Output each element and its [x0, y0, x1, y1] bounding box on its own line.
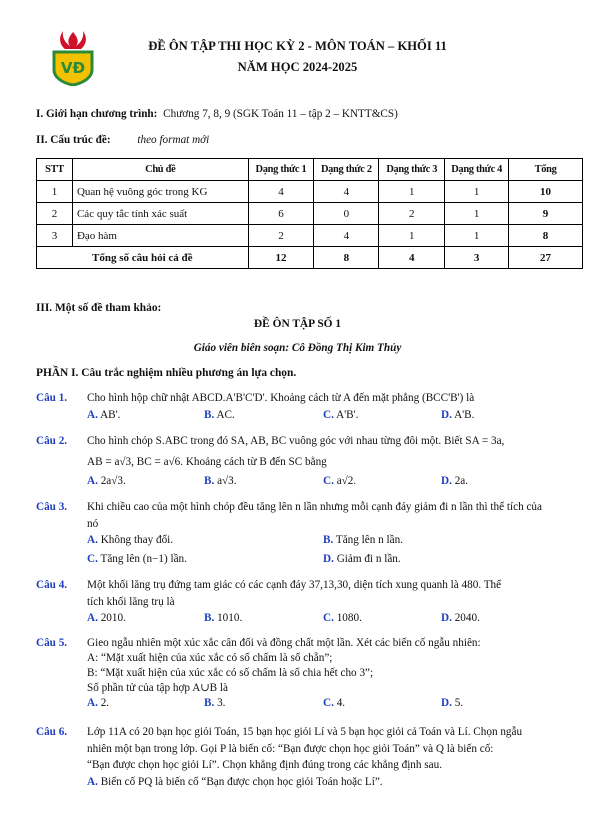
option-a[interactable]: A. Biến cố PQ là biến cố “Bạn được chọn học giỏi Toán hoặc Lí”.	[87, 775, 383, 788]
th-topic: Chủ đề	[72, 159, 248, 181]
option-c[interactable]: C. 4.	[323, 697, 346, 709]
school-logo	[48, 28, 98, 86]
question-text-4: Số phần tử của tập hợp A∪B là	[87, 682, 228, 694]
question-text: Gieo ngẫu nhiên một xúc xắc cân đối và đồng chất một lần. Xét các biến cố ngẫu nhiên:	[87, 637, 481, 649]
question-text-2: nó	[87, 517, 99, 530]
question-label: Câu 6.	[36, 726, 68, 738]
option-c[interactable]: C. a√2.	[323, 475, 357, 487]
question-4	[36, 577, 588, 627]
cell: 6	[248, 203, 314, 225]
question-label: Câu 3.	[36, 501, 68, 513]
cell: Đạo hàm	[72, 225, 248, 247]
question-text: Khi chiều cao của một hình chóp đều tăng lên n lần nhưng mỗi cạnh đáy giảm đi n lần thì thể tích của	[87, 501, 542, 513]
structure-table	[36, 158, 583, 269]
question-label: Câu 4.	[36, 579, 68, 591]
cell: 1	[379, 181, 445, 203]
cell: Các quy tắc tính xác suất	[72, 203, 248, 225]
cell: 4	[314, 181, 379, 203]
cell: 1	[445, 181, 509, 203]
cell: 9	[509, 203, 583, 225]
cell: 1	[445, 225, 509, 247]
cell: 8	[314, 247, 379, 269]
logo-text: VĐ	[60, 59, 86, 77]
cell: 12	[248, 247, 314, 269]
exam-author: Giáo viên biên soạn: Cô Đồng Thị Kim Thủy	[193, 342, 402, 354]
question-text-3: “Bạn được chọn học giỏi Lí”. Chọn khẳng định đúng trong các khẳng định sau.	[87, 759, 442, 771]
cell: 4	[248, 181, 314, 203]
cell: 1	[379, 225, 445, 247]
section-3-label: III. Một số đề tham khảo:	[36, 302, 162, 314]
total-label: Tổng số câu hỏi cả đề	[37, 247, 249, 269]
option-a[interactable]: A. 2a√3.	[87, 475, 126, 487]
question-text-2: nhiên một bạn trong lớp. Gọi P là biến cố: “Bạn được chọn học giỏi Toán” và Q là biến cố:	[87, 742, 494, 755]
doc-title: ĐỀ ÔN TẬP THI HỌC KỲ 2 - MÔN TOÁN – KHỐI 11	[148, 39, 447, 53]
section-2-label: II. Cấu trúc đề:	[36, 134, 111, 146]
question-6	[36, 724, 588, 790]
cell: 2	[379, 203, 445, 225]
doc-subtitle: NĂM HỌC 2024-2025	[237, 60, 358, 74]
th-form-2: Dạng thức 2	[314, 159, 379, 181]
question-text-2: AB = a√3, BC = a√6. Khoảng cách từ B đến SC bằng	[87, 455, 327, 468]
section-2-text: theo format mới	[137, 134, 210, 146]
section-1	[36, 108, 398, 120]
cell: 0	[314, 203, 379, 225]
question-label: Câu 2.	[36, 435, 68, 447]
cell: 3	[37, 225, 73, 247]
option-d[interactable]: D. Giảm đi n lần.	[323, 553, 401, 565]
table-header-row	[37, 159, 583, 181]
option-b[interactable]: B. 1010.	[204, 612, 243, 624]
option-b[interactable]: B. a√3.	[204, 475, 237, 487]
question-1	[36, 390, 588, 424]
cell: 1	[445, 203, 509, 225]
option-d[interactable]: D. 5.	[441, 697, 464, 709]
exam-title: ĐỀ ÔN TẬP SỐ 1	[253, 318, 342, 330]
cell: 4	[379, 247, 445, 269]
option-d[interactable]: D. 2a.	[441, 475, 469, 487]
th-stt: STT	[37, 159, 73, 181]
question-text: Một khối lăng trụ đứng tam giác có các cạnh đáy 37,13,30, diện tích xung quanh là 480. Thể	[87, 579, 502, 591]
question-text: Cho hình chóp S.ABC trong đó SA, AB, BC vuông góc với nhau từng đôi một. Biết SA = 3a,	[87, 435, 505, 447]
cell: 10	[509, 181, 583, 203]
option-a[interactable]: A. 2010.	[87, 612, 126, 624]
option-c[interactable]: C. Tăng lên (n−1) lần.	[87, 553, 187, 565]
question-label: Câu 5.	[36, 637, 68, 649]
question-5	[36, 636, 588, 713]
option-d[interactable]: D. 2040.	[441, 612, 480, 624]
th-form-1: Dạng thức 1	[248, 159, 314, 181]
cell: 2	[37, 203, 73, 225]
cell: 1	[37, 181, 73, 203]
cell: 3	[445, 247, 509, 269]
cell: Quan hệ vuông góc trong KG	[72, 181, 248, 203]
option-b[interactable]: B. Tăng lên n lần.	[323, 534, 403, 546]
th-form-3: Dạng thức 3	[379, 159, 445, 181]
event-b: B: “Mặt xuất hiện của xúc xắc có số chấm là số chia hết cho 3”;	[87, 667, 374, 679]
part-1-heading: PHẦN I. Câu trắc nghiệm nhiều phương án lựa chọn.	[36, 367, 297, 379]
question-label: Câu 1.	[36, 392, 68, 404]
question-text-2: tích khối lăng trụ là	[87, 595, 175, 608]
option-b[interactable]: B. AC.	[204, 408, 235, 421]
th-total: Tổng	[509, 159, 583, 181]
section-1-label: I. Giới hạn chương trình:	[36, 108, 158, 120]
question-3	[36, 499, 588, 568]
option-c[interactable]: C. 1080.	[323, 612, 362, 624]
option-b[interactable]: B. 3.	[204, 697, 226, 709]
th-form-4: Dạng thức 4	[445, 159, 509, 181]
table-row	[37, 203, 583, 225]
section-1-text: Chương 7, 8, 9 (SGK Toán 11 – tập 2 – KNTT&CS)	[163, 108, 398, 120]
question-2	[36, 433, 588, 490]
cell: 2	[248, 225, 314, 247]
cell: 27	[509, 247, 583, 269]
cell: 8	[509, 225, 583, 247]
option-a[interactable]: A. Không thay đổi.	[87, 534, 174, 546]
table-total-row	[37, 247, 583, 269]
option-c[interactable]: C. A'B'.	[323, 408, 359, 421]
option-d[interactable]: D. A'B.	[441, 408, 475, 421]
event-a: A: “Mặt xuất hiện của xúc xắc có số chấm là số chẵn”;	[87, 652, 333, 664]
cell: 4	[314, 225, 379, 247]
option-a[interactable]: A. AB'.	[87, 408, 121, 421]
table-row	[37, 181, 583, 203]
section-2	[36, 134, 209, 146]
question-text: Lớp 11A có 20 bạn học giỏi Toán, 15 bạn học giỏi Lí và 5 bạn học giỏi cả Toán và Lí. Chọn ngẫu	[87, 726, 523, 738]
question-text: Cho hình hộp chữ nhật ABCD.A'B'C'D'. Khoảng cách từ A đến mặt phẳng (BCC'B') là	[87, 392, 475, 404]
option-a[interactable]: A. 2.	[87, 697, 110, 709]
table-row	[37, 225, 583, 247]
